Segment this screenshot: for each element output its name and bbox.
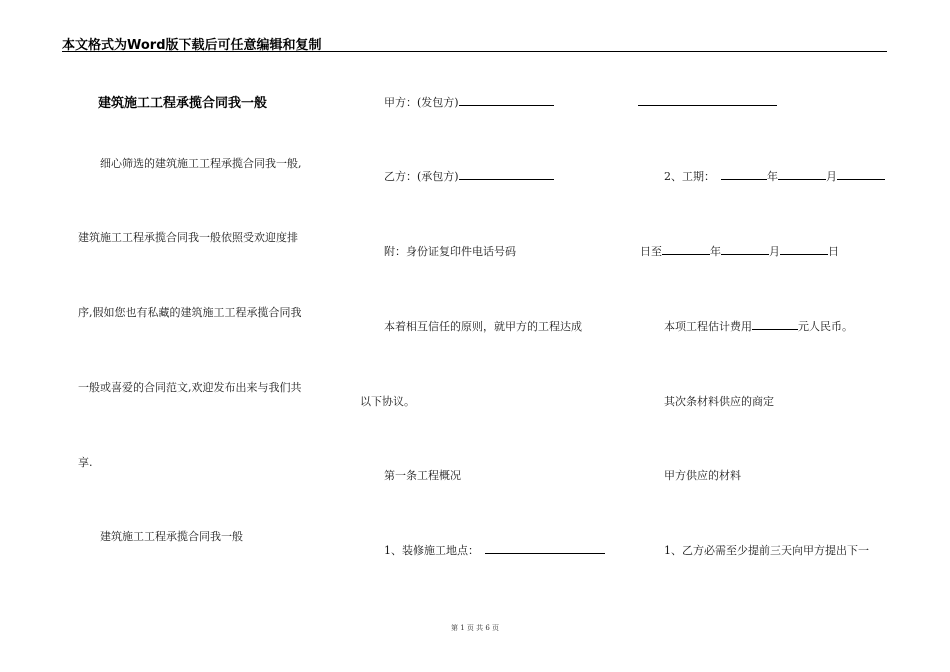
location-label: 1、装修施工地点： [384, 544, 479, 557]
attachment-line: 附：身份证复印件电话号码 [384, 245, 516, 258]
cost-unit: 元人民币。 [798, 320, 853, 333]
intro-paragraph-line-4: 一般或喜爱的合同范文,欢迎发布出来与我们共 [78, 381, 302, 394]
supply-item-1: 1、乙方必需至少提前三天向甲方提出下一 [664, 544, 869, 557]
cost-label: 本项工程估计费用 [664, 320, 752, 333]
party-a-sign-blank [638, 94, 777, 106]
intro-paragraph-line-3: 序,假如您也有私藏的建筑施工工程承揽合同我 [78, 306, 302, 319]
article-1-heading: 第一条工程概况 [384, 469, 461, 482]
intro-paragraph-line-1: 细心筛选的建筑施工工程承揽合同我一般, [100, 157, 302, 170]
party-a-line [384, 94, 554, 110]
header-title: 本文格式为Word版下载后可任意编辑和复制 [62, 38, 322, 53]
contract-subtitle: 建筑施工工程承揽合同我一般 [100, 530, 243, 543]
end-month-blank [721, 243, 769, 255]
period-year-unit: 年 [767, 170, 778, 183]
cost-line [664, 318, 853, 334]
party-a-blank [459, 94, 554, 106]
period-line [664, 168, 885, 184]
party-b-label: 乙方：(承包方) [384, 170, 459, 183]
article-2-heading: 其次条材料供应的商定 [664, 395, 774, 408]
end-day-unit: 日 [828, 245, 839, 258]
document-title: 建筑施工工程承揽合同我一般 [98, 96, 268, 111]
party-a-label: 甲方：(发包方) [384, 96, 459, 109]
period-month-unit: 月 [826, 170, 837, 183]
page-footer: 第 1 页 共 6 页 [450, 624, 500, 632]
period-day-blank [837, 168, 885, 180]
location-line [384, 542, 605, 558]
period-end-line [640, 243, 839, 259]
end-month-unit: 月 [769, 245, 780, 258]
party-b-blank [459, 168, 554, 180]
period-year-blank [721, 168, 767, 180]
period-label: 2、工期： [664, 170, 715, 183]
intro-paragraph-line-2: 建筑施工工程承揽合同我一般依照受欢迎度排 [78, 231, 298, 244]
party-b-line [384, 168, 554, 184]
end-year-blank [662, 243, 710, 255]
party-a-sign-line [638, 94, 777, 109]
supply-heading: 甲方供应的材料 [664, 469, 741, 482]
principle-line: 本着相互信任的原则，就甲方的工程达成 [384, 320, 582, 333]
location-blank [485, 542, 605, 554]
intro-paragraph-line-5: 享. [78, 456, 93, 469]
header-divider [62, 51, 887, 52]
end-year-unit: 年 [710, 245, 721, 258]
cost-blank [752, 318, 798, 330]
period-month-blank [778, 168, 826, 180]
period-day-to: 日至 [640, 245, 662, 258]
agreement-line: 以下协议。 [360, 395, 415, 408]
end-day-blank [780, 243, 828, 255]
